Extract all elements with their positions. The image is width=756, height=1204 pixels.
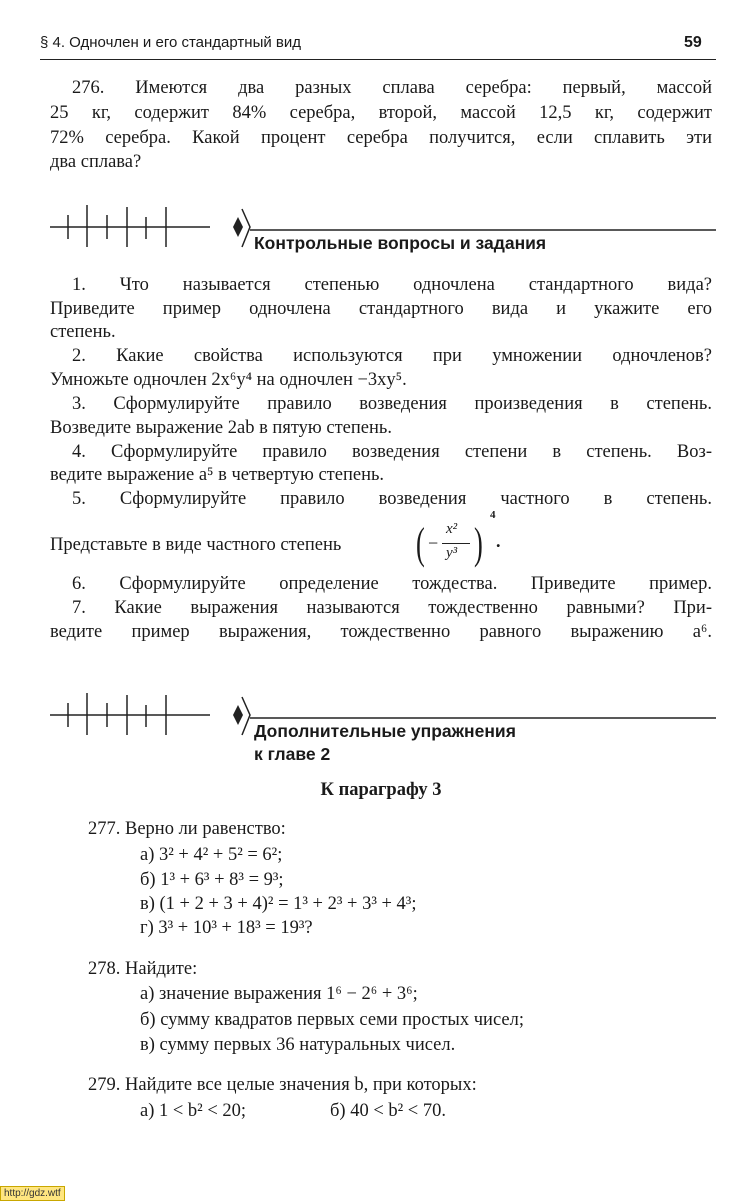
section-title: Дополнительные упражнения bbox=[254, 721, 516, 741]
problem-276-line: два сплава? bbox=[50, 152, 142, 172]
period: . bbox=[496, 531, 501, 551]
section-title: Контрольные вопросы и задания bbox=[254, 233, 547, 253]
denominator: y³ bbox=[446, 545, 458, 561]
question-line: ведите выражение a⁵ в четвертую степень. bbox=[50, 465, 385, 485]
section-title: к главе 2 bbox=[254, 744, 331, 764]
problem-277-item: а) 3² + 4² + 5² = 6²; bbox=[140, 845, 283, 865]
page-number: 59 bbox=[684, 34, 702, 51]
problem-278-item: б) сумму квадратов первых семи простых чисел; bbox=[140, 1010, 524, 1030]
problem-276-line: 276. Имеются два разных сплава серебра: первый, массой bbox=[72, 78, 712, 98]
question-line: 2. Какие свойства используются при умножении одночленов? bbox=[72, 346, 712, 366]
question-line: 5. Сформулируйте правило возведения частного в степень. bbox=[72, 489, 712, 509]
problem-279-item: а) 1 < b² < 20; bbox=[140, 1101, 247, 1121]
problem-278-item: в) сумму первых 36 натуральных чисел. bbox=[140, 1035, 456, 1055]
question-line: 3. Сформулируйте правило возведения произведения в степень. bbox=[72, 394, 712, 414]
problem-279-title: 279. Найдите все целые значения b, при которых: bbox=[88, 1075, 477, 1095]
fraction-bar bbox=[442, 543, 470, 544]
question-line: Представьте в виде частного степень bbox=[50, 535, 342, 555]
exponent: 4 bbox=[490, 509, 496, 521]
problem-279-item: б) 40 < b² < 70. bbox=[330, 1101, 446, 1121]
header-rule bbox=[40, 59, 716, 60]
question-line: 6. Сформулируйте определение тождества. Приведите пример. bbox=[72, 574, 712, 594]
problem-278-title: 278. Найдите: bbox=[88, 959, 198, 979]
question-line: 1. Что называется степенью одночлена стандартного вида? bbox=[72, 275, 712, 295]
question-line: Приведите пример одночлена стандартного вида и укажите его bbox=[50, 299, 712, 319]
question-line: степень. bbox=[50, 322, 116, 342]
problem-276-line: 72% серебра. Какой процент серебра получится, если сплавить эти bbox=[50, 128, 712, 148]
problem-276-line: 25 кг, содержит 84% серебра, второй, массой 12,5 кг, содержит bbox=[50, 103, 712, 123]
numerator: x² bbox=[446, 521, 458, 537]
problem-277-item: г) 3³ + 10³ + 18³ = 19³? bbox=[140, 918, 313, 938]
fraction-formula bbox=[416, 509, 516, 575]
problem-277-title: 277. Верно ли равенство: bbox=[88, 819, 286, 839]
problem-277-item: в) (1 + 2 + 3 + 4)² = 1³ + 2³ + 3³ + 4³; bbox=[140, 894, 417, 914]
question-line: Возведите выражение 2ab в пятую степень. bbox=[50, 418, 392, 438]
running-header: § 4. Одночлен и его стандартный вид bbox=[40, 34, 301, 51]
paragraph-heading: К параграфу 3 bbox=[320, 780, 442, 800]
watermark-link[interactable]: http://gdz.wtf bbox=[0, 1186, 65, 1201]
question-line: ведите пример выражения, тождественно равного выражению a⁶. bbox=[50, 622, 712, 642]
question-line: Умножьте одночлен 2x⁶y⁴ на одночлен −3xy⁵. bbox=[50, 370, 407, 390]
left-paren: ( bbox=[416, 519, 425, 568]
question-line: 4. Сформулируйте правило возведения степени в степень. Воз- bbox=[72, 442, 712, 462]
minus-sign: − bbox=[428, 533, 439, 553]
problem-277-item: б) 1³ + 6³ + 8³ = 9³; bbox=[140, 870, 284, 890]
question-line: 7. Какие выражения называются тождественно равными? При- bbox=[72, 598, 712, 618]
right-paren: ) bbox=[474, 519, 483, 568]
problem-278-item: а) значение выражения 1⁶ − 2⁶ + 3⁶; bbox=[140, 984, 418, 1004]
